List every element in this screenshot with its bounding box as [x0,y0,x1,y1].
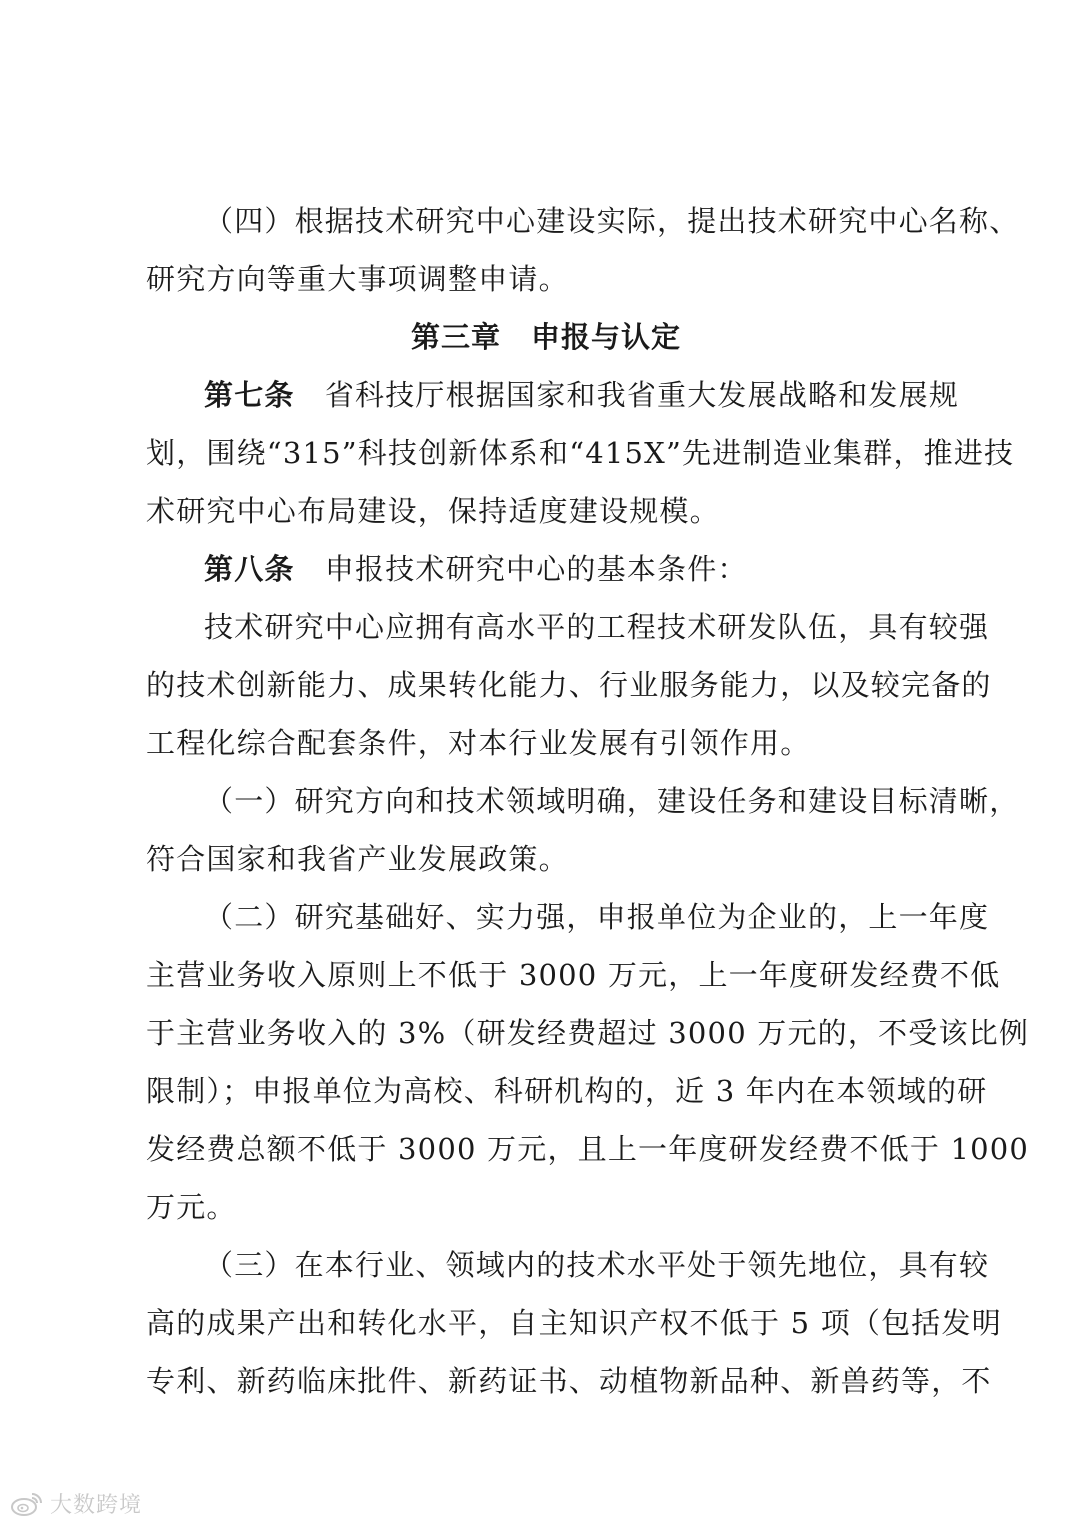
condition-3-line-2: 高的成果产出和转化水平，自主知识产权不低于 5 项（包括发明 [146,1306,1002,1340]
article-8-line-1 [146,540,946,598]
condition-2-line-1: （二）研究基础好、实力强，申报单位为企业的，上一年度 [204,900,990,934]
intro-line-2: 的技术创新能力、成果转化能力、行业服务能力，以及较完备的 [146,668,992,702]
watermark [10,1488,142,1519]
condition-1-line-1: （一）研究方向和技术领域明确，建设任务和建设目标清晰， [204,784,1020,818]
article-8-text: 申报技术研究中心的基本条件： [324,552,748,586]
condition-2-line-3: 于主营业务收入的 3%（研发经费超过 3000 万元的，不受该比例 [146,1016,1030,1050]
intro-line-3: 工程化综合配套条件，对本行业发展有引领作用。 [146,726,811,760]
condition-3-line-1: （三）在本行业、领域内的技术水平处于领先地位，具有较 [204,1248,990,1282]
paragraph-4-line-1: （四）根据技术研究中心建设实际，提出技术研究中心名称、 [204,204,1020,238]
chapter-title: 第三章 申报与认定 [410,320,681,354]
article-7-label: 第七条 [204,378,295,412]
condition-3-line-3: 专利、新药临床批件、新药证书、动植物新品种、新兽药等，不 [146,1364,992,1398]
condition-1-line-2: 符合国家和我省产业发展政策。 [146,842,569,876]
condition-2-line-2: 主营业务收入原则上不低于 3000 万元，上一年度研发经费不低 [146,958,1001,992]
condition-2-line-4: 限制）；申报单位为高校、科研机构的，近 3 年内在本领域的研 [146,1074,988,1108]
condition-2-line-5: 发经费总额不低于 3000 万元，且上一年度研发经费不低于 1000 [146,1132,1030,1166]
document-page [146,192,1030,1410]
weibo-logo-icon [10,1491,44,1517]
intro-line-1: 技术研究中心应拥有高水平的工程技术研发队伍，具有较强 [204,610,990,644]
paragraph-4-line-2: 研究方向等重大事项调整申请。 [146,262,569,296]
article-8-label: 第八条 [204,552,295,586]
article-7-line-2: 划，围绕“315”科技创新体系和“415X”先进制造业集群，推进技 [146,436,1015,470]
watermark-text: 大数跨境 [50,1493,143,1518]
article-7-line-3: 术研究中心布局建设，保持适度建设规模。 [146,494,720,528]
article-7-text: 省科技厅根据国家和我省重大发展战略和发展规 [324,378,960,412]
article-7-line-1 [146,366,960,424]
condition-2-line-6: 万元。 [146,1190,237,1224]
